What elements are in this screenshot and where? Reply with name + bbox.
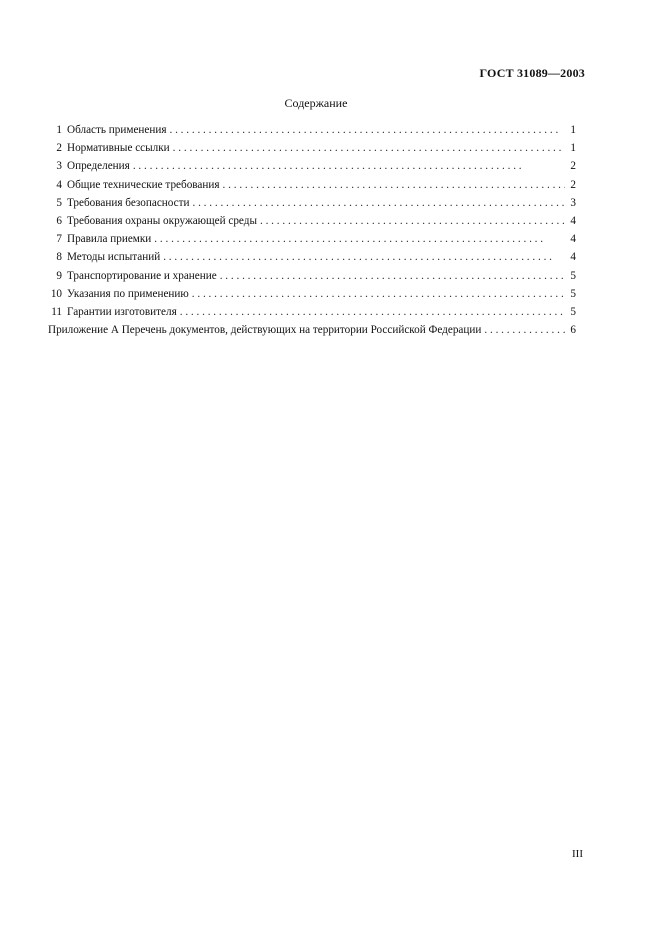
toc-item-page: 4 <box>570 233 576 246</box>
toc-item-number: 3 <box>56 160 62 173</box>
toc-annex-item[interactable] <box>48 321 576 339</box>
toc-item[interactable] <box>48 194 576 212</box>
toc-item-label: Транспортирование и хранение <box>67 269 217 282</box>
toc-leader-dots <box>173 139 565 157</box>
toc-leader-dots <box>169 121 565 139</box>
toc-leader-dots <box>220 267 565 285</box>
toc-item-number: 2 <box>56 142 62 155</box>
toc-annex-label: Приложение А Перечень документов, действующих на территории Российской Федерации <box>48 324 482 337</box>
toc-item-page: 1 <box>570 124 576 136</box>
toc-leader-dots <box>260 212 565 230</box>
toc-item-page: 4 <box>570 214 576 227</box>
toc-annex-page: 6 <box>570 324 576 337</box>
toc-item-page: 2 <box>570 160 576 173</box>
toc-item-number: 9 <box>56 269 62 282</box>
toc-item-page: 2 <box>570 178 576 191</box>
toc-item-label: Общие технические требования <box>67 178 220 191</box>
toc-leader-dots <box>154 230 565 248</box>
toc-item-number: 4 <box>56 178 62 191</box>
toc-leader-dots <box>484 321 565 339</box>
toc-item-label: Указания по применению <box>67 287 189 300</box>
toc-item-label: Требования безопасности <box>67 196 190 209</box>
toc-item-label: Нормативные ссылки <box>67 142 170 155</box>
toc-item-number: 11 <box>51 305 62 318</box>
toc-item-number: 8 <box>56 251 62 264</box>
toc-leader-dots <box>192 194 565 212</box>
toc-item-page: 1 <box>570 142 576 155</box>
toc-item-number: 5 <box>56 196 62 209</box>
toc-item[interactable] <box>48 248 576 266</box>
toc-item[interactable] <box>48 230 576 248</box>
toc-item-number: 1 <box>56 124 62 136</box>
toc-item-number: 10 <box>50 287 62 300</box>
toc-item[interactable] <box>48 139 576 157</box>
toc-item-number: 6 <box>56 214 62 227</box>
toc-item-page: 5 <box>570 287 576 300</box>
page-number: III <box>572 848 583 860</box>
toc-leader-dots <box>192 285 565 303</box>
toc-item-label: Определения <box>67 160 130 173</box>
toc-item[interactable] <box>48 212 576 230</box>
toc-item[interactable] <box>48 157 576 175</box>
toc-item-page: 3 <box>570 196 576 209</box>
toc-leader-dots <box>163 248 565 266</box>
toc-item-label: Методы испытаний <box>67 251 161 264</box>
toc-item[interactable] <box>48 267 576 285</box>
toc-item-label: Область применения <box>67 124 167 136</box>
toc-item-label: Требования охраны окружающей среды <box>67 214 257 227</box>
toc-leader-dots <box>223 176 565 194</box>
table-of-contents <box>48 121 576 339</box>
toc-title: Содержание <box>284 96 348 110</box>
toc-item[interactable] <box>48 303 576 321</box>
toc-item-label: Гарантии изготовителя <box>67 305 177 318</box>
toc-item-page: 4 <box>570 251 576 264</box>
document-code: ГОСТ 31089—2003 <box>479 66 585 80</box>
toc-item[interactable] <box>48 121 576 139</box>
toc-item-page: 5 <box>570 269 576 282</box>
toc-item-label: Правила приемки <box>67 233 152 246</box>
toc-item-number: 7 <box>56 233 62 246</box>
toc-leader-dots <box>180 303 565 321</box>
toc-item-page: 5 <box>570 305 576 318</box>
toc-leader-dots <box>133 157 565 175</box>
toc-item[interactable] <box>48 176 576 194</box>
toc-item[interactable] <box>48 285 576 303</box>
